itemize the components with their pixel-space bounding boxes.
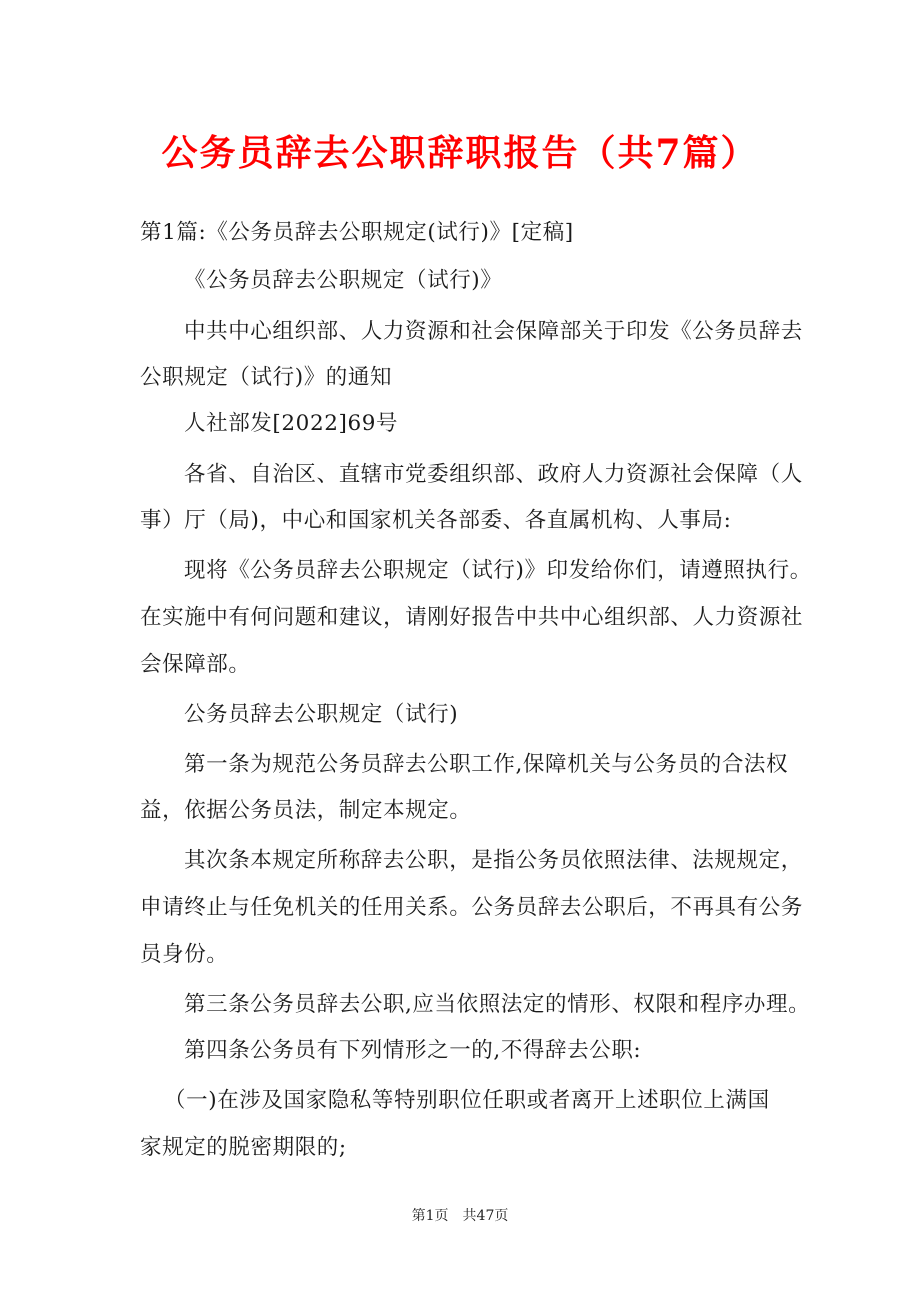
paragraph-line: 在实施中有何问题和建议，请刚好报告中共中心组织部、人力资源社 xyxy=(140,605,804,630)
paragraph-line: 现将《公务员辞去公职规定（试行)》印发给你们，请遵照执行。 xyxy=(184,558,812,583)
document-title: 公务员辞去公职辞职报告（共7篇） xyxy=(161,132,759,174)
paragraph-line: 会保障部。 xyxy=(140,652,251,677)
paragraph-line: 各省、自治区、直辖市党委组织部、政府人力资源社会保障（人 xyxy=(184,462,803,487)
paragraph-line: 事）厅（局)，中心和国家机关各部委、各直属机构、人事局: xyxy=(140,508,732,533)
paragraph-line: 员身份。 xyxy=(140,942,229,967)
paragraph-line: 第四条公务员有下列情形之一的,不得辞去公职: xyxy=(184,1038,642,1063)
paragraph-line: 其次条本规定所称辞去公职，是指公务员依照法律、法规规定， xyxy=(184,848,803,873)
section-heading: 第1篇:《公务员辞去公职规定(试行)》[定稿] xyxy=(140,220,574,245)
paragraph-line: 益，依据公务员法，制定本规定。 xyxy=(140,798,472,823)
paragraph-line: 公职规定（试行)》的通知 xyxy=(140,365,393,390)
page-footer: 第1页 共47页 xyxy=(411,1208,509,1224)
paragraph-line: 第三条公务员辞去公职,应当依照法定的情形、权限和程序办理。 xyxy=(184,992,811,1017)
paragraph-line: 《公务员辞去公职规定（试行)》 xyxy=(184,268,503,293)
paragraph-line: 公务员辞去公职规定（试行) xyxy=(184,702,459,727)
paragraph-line: 中共中心组织部、人力资源和社会保障部关于印发《公务员辞去 xyxy=(184,319,803,344)
paragraph-line: （一)在涉及国家隐私等特别职位任职或者离开上述职位上满国 xyxy=(164,1088,770,1113)
paragraph-line: 申请终止与任免机关的任用关系。公务员辞去公职后，不再具有公务 xyxy=(140,895,804,920)
paragraph-line: 第一条为规范公务员辞去公职工作,保障机关与公务员的合法权 xyxy=(184,752,789,777)
paragraph-line: 人社部发[2022]69号 xyxy=(184,411,399,436)
paragraph-line: 家规定的脱密期限的; xyxy=(140,1135,347,1160)
